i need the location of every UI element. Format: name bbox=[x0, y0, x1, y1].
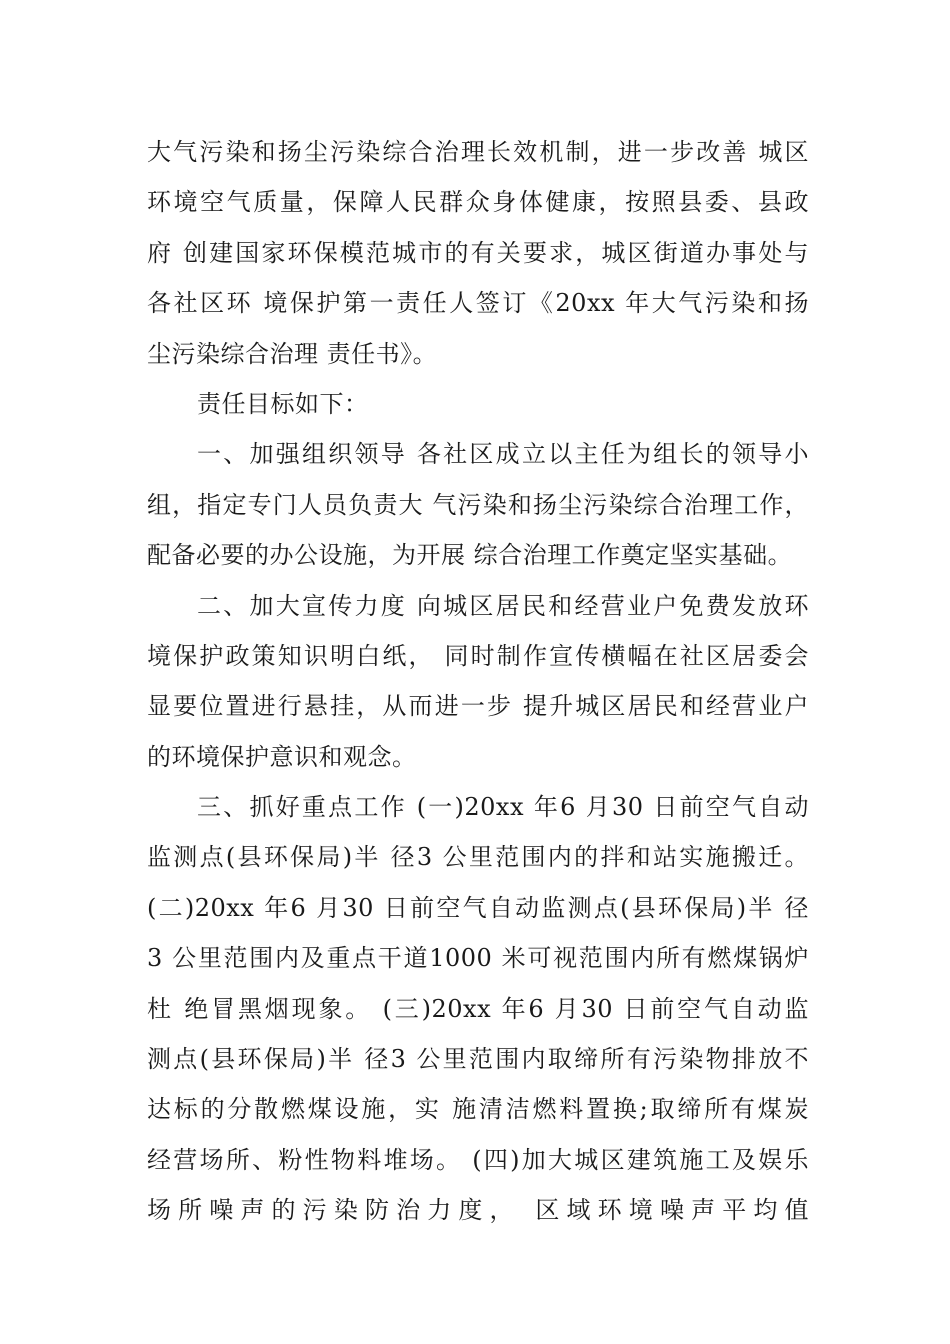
text-line: 组，指定专门人员负责大 气污染和扬尘污染综合治理工作， bbox=[147, 490, 809, 519]
section-intro: 责任目标如下： bbox=[197, 389, 369, 418]
text-line: 3 公里范围内及重点干道1000 米可视范围内所有燃煤锅炉 bbox=[147, 944, 809, 973]
text-line: 环境空气质量，保障人民群众身体健康，按照县委、县政 bbox=[147, 188, 809, 217]
text-line: 三、抓好重点工作 (一)20xx 年6 月30 日前空气自动 bbox=[197, 793, 809, 822]
text-line: 场所噪声的污染防治力度， 区域环境噪声平均值 bbox=[147, 1196, 809, 1225]
text-line: 达标的分散燃煤设施，实 施清洁燃料置换;取缔所有煤炭 bbox=[147, 1095, 809, 1124]
text-line: (二)20xx 年6 月30 日前空气自动监测点(县环保局)半 径 bbox=[147, 893, 809, 922]
text-line: 配备必要的办公设施，为开展 综合治理工作奠定坚实基础。 bbox=[147, 541, 793, 570]
text-line: 经营场所、粉性物料堆场。 (四)加大城区建筑施工及娱乐 bbox=[147, 1145, 809, 1174]
text-line: 杜 绝冒黑烟现象。 (三)20xx 年6 月30 日前空气自动监 bbox=[147, 994, 809, 1023]
text-line: 的环境保护意识和观念。 bbox=[147, 742, 417, 771]
text-line: 境保护政策知识明白纸， 同时制作宣传横幅在社区居委会 bbox=[147, 641, 809, 670]
text-line: 监测点(县环保局)半 径3 公里范围内的拌和站实施搬迁。 bbox=[147, 843, 809, 872]
text-line: 一、加强组织领导 各社区成立以主任为组长的领导小 bbox=[197, 440, 809, 469]
text-line: 府 创建国家环保模范城市的有关要求，城区街道办事处与 bbox=[147, 238, 809, 267]
text-line: 二、加大宣传力度 向城区居民和经营业户免费发放环 bbox=[197, 591, 809, 620]
text-line: 尘污染综合治理 责任书》。 bbox=[147, 339, 438, 368]
text-line: 大气污染和扬尘污染综合治理长效机制，进一步改善 城区 bbox=[147, 138, 809, 166]
document-body bbox=[147, 127, 809, 1236]
text-line: 测点(县环保局)半 径3 公里范围内取缔所有污染物排放不 bbox=[147, 1045, 809, 1074]
text-line: 各社区环 境保护第一责任人签订《20xx 年大气污染和扬 bbox=[147, 289, 809, 318]
text-line: 显要位置进行悬挂，从而进一步 提升城区居民和经营业户 bbox=[147, 692, 809, 721]
